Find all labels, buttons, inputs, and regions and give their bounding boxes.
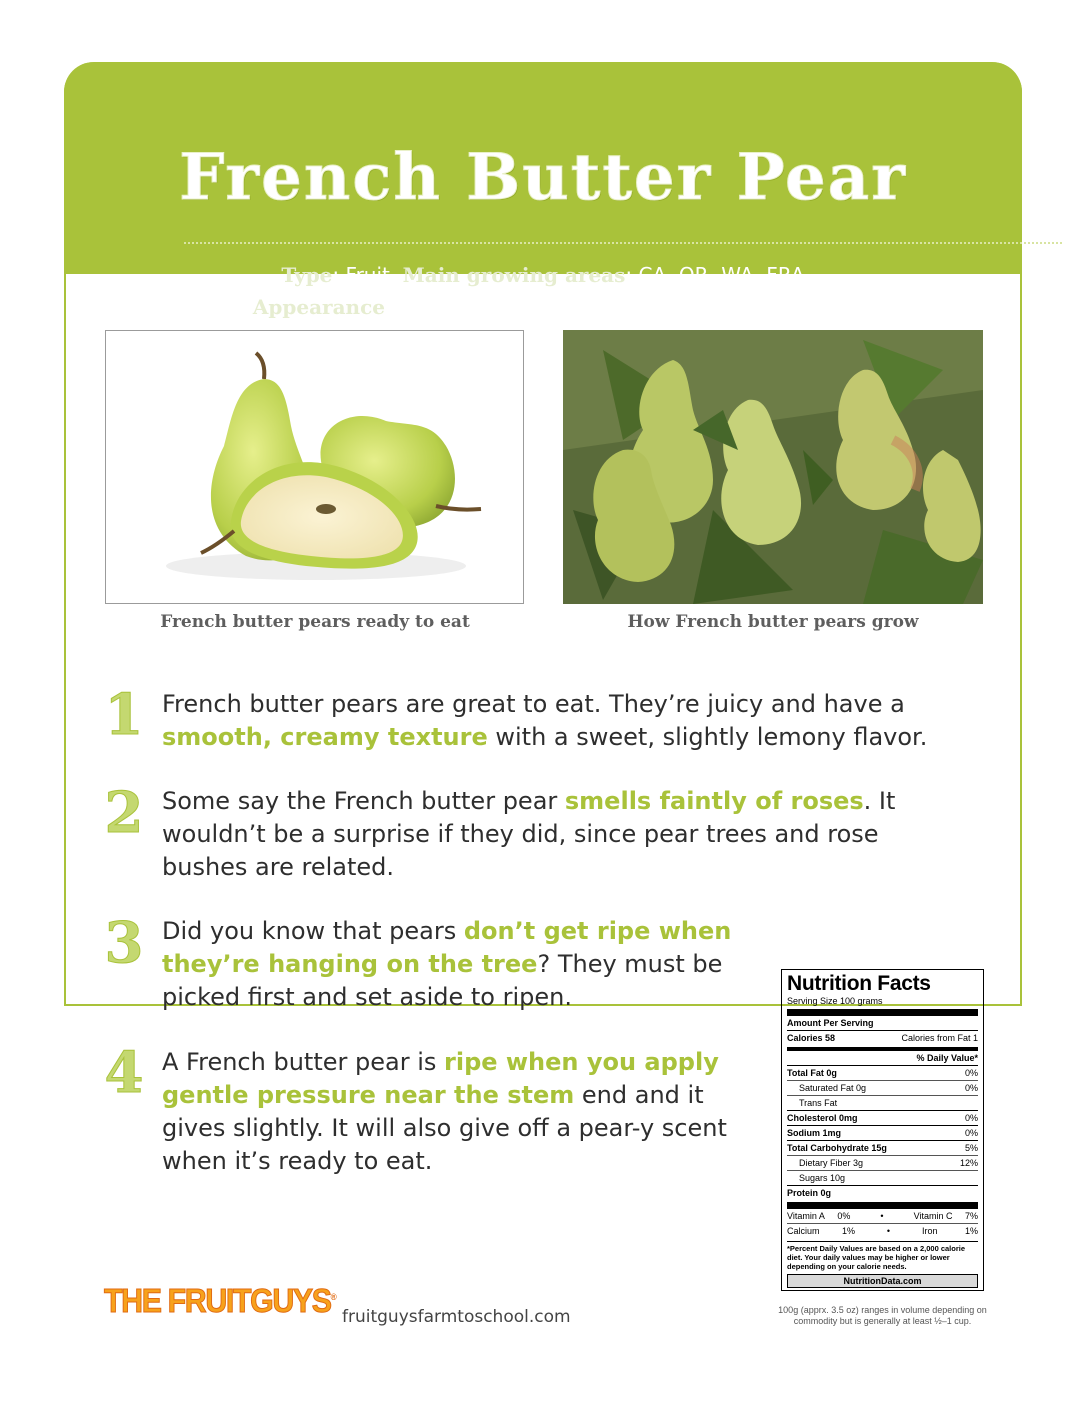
dietary-fiber: Dietary Fiber 3g: [799, 1158, 864, 1168]
type-value: Fruit: [345, 263, 390, 287]
type-areas-line: Type: Fruit Main growing areas: CA, OR, WA, FRA: [281, 263, 805, 287]
fact-3-highlight: don’t get ripe when they’re hanging on the tree: [162, 917, 732, 978]
website-link[interactable]: fruitguysfarmtoschool.com: [342, 1307, 571, 1327]
appearance-label: Appearance: [252, 295, 385, 319]
saturated-fat: Saturated Fat 0g: [799, 1083, 867, 1093]
total-fat: Total Fat 0g: [787, 1068, 837, 1078]
appearance-line: Appearance: Yellow-green skin, small-sized, pear-shaped: [252, 295, 834, 319]
areas-label: Main growing areas: [402, 263, 626, 287]
fact-number-1: 1: [104, 682, 144, 748]
calories: Calories 58: [787, 1033, 836, 1043]
fact-1-highlight: smooth, creamy texture: [162, 723, 488, 751]
daily-value-header: % Daily Value*: [916, 1053, 978, 1063]
iron: Iron 1%: [921, 1226, 978, 1236]
nutrition-footnote: *Percent Daily Values are based on a 2,000 calorie diet. Your daily values may be higher or lower depending on your calorie needs.: [787, 1241, 978, 1271]
serving-size: Serving Size 100 grams: [787, 996, 883, 1006]
total-carbohydrate: Total Carbohydrate 15g: [787, 1143, 887, 1153]
photo-caption-ready: French butter pears ready to eat: [160, 612, 470, 632]
appearance-value: Yellow-green skin, small-sized, pear-shaped: [398, 295, 834, 319]
header-banner: [64, 62, 1022, 319]
tree-illustration: [563, 330, 983, 604]
page-title: French Butter Pear: [179, 140, 907, 215]
vitamin-c: Vitamin C 7%: [913, 1211, 978, 1221]
nutrition-title: Nutrition Facts: [787, 972, 931, 995]
amount-per-serving: Amount Per Serving: [787, 1018, 874, 1028]
protein: Protein 0g: [787, 1188, 832, 1198]
cholesterol: Cholesterol 0mg: [787, 1113, 858, 1123]
nutrition-bar: [787, 1009, 978, 1016]
calories-from-fat: Calories from Fat 1: [901, 1033, 978, 1043]
fact-number-3: 3: [104, 910, 144, 976]
pears-ready-photo: [105, 330, 524, 604]
serving-note: 100g (apprx. 3.5 oz) ranges in volume depending on commodity but is generally at least ½–1 cup.: [778, 1305, 987, 1326]
fact-number-2: 2: [104, 780, 144, 846]
calcium: Calcium 1%: [787, 1226, 856, 1236]
pears-on-tree-photo: [563, 330, 983, 604]
type-label: Type: [281, 263, 333, 287]
fact-3: Did you know that pears don’t get ripe when they’re hanging on the tree? They must be picked first and set aside to ripen.: [162, 917, 732, 1011]
nutrition-bar: [787, 1202, 978, 1209]
fact-2: Some say the French butter pear smells faintly of roses. It wouldn’t be a surprise if they did, since pear trees and rose bushes are related.: [162, 787, 896, 881]
fact-4: A French butter pear is ripe when you apply gentle pressure near the stem end and it gives slightly. It will also give off a pear-y scent when it’s ready to eat.: [162, 1048, 727, 1175]
dotted-divider: [184, 242, 1062, 244]
fruitguys-logo: THE FRUITGUYS®: [104, 1282, 336, 1319]
sodium: Sodium 1mg: [787, 1128, 842, 1138]
vitamin-a: Vitamin A 0%: [787, 1211, 851, 1221]
areas-value: CA, OR, WA, FRA: [638, 263, 805, 287]
trans-fat: Trans Fat: [799, 1098, 838, 1108]
nutritiondata-link[interactable]: NutritionData.com: [787, 1274, 978, 1288]
fact-2-highlight: smells faintly of roses: [564, 787, 864, 815]
fact-1: French butter pears are great to eat. They’re juicy and have a smooth, creamy texture with a sweet, slightly lemony flavor.: [162, 690, 928, 751]
nutrition-facts-panel: Nutrition Facts Serving Size 100 grams Amount Per Serving Calories 58 Calories from Fat 1 % Daily Value* Total Fat 0g 0% Saturated Fat 0g 0% Trans Fat Cholesterol 0mg 0% Sodium 1mg 0% Total Carbohydrate 15g 5% Dietary Fiber 3g 12% Sugars 10g Protein 0g Vitamin A 0% • Vitamin C 7% Calcium 1% • Iron 1% *Percent Daily Values are based on a 2,000 calorie diet. Your daily values may be higher or lower depending on your calorie needs. NutritionData.com: [781, 969, 984, 1291]
photo-caption-grow: How French butter pears grow: [627, 612, 919, 632]
fact-number-4: 4: [104, 1040, 144, 1106]
pears-illustration: [106, 331, 524, 604]
sugars: Sugars 10g: [799, 1173, 846, 1183]
fact-4-highlight: ripe when you apply gentle pressure near the stem: [162, 1048, 719, 1109]
